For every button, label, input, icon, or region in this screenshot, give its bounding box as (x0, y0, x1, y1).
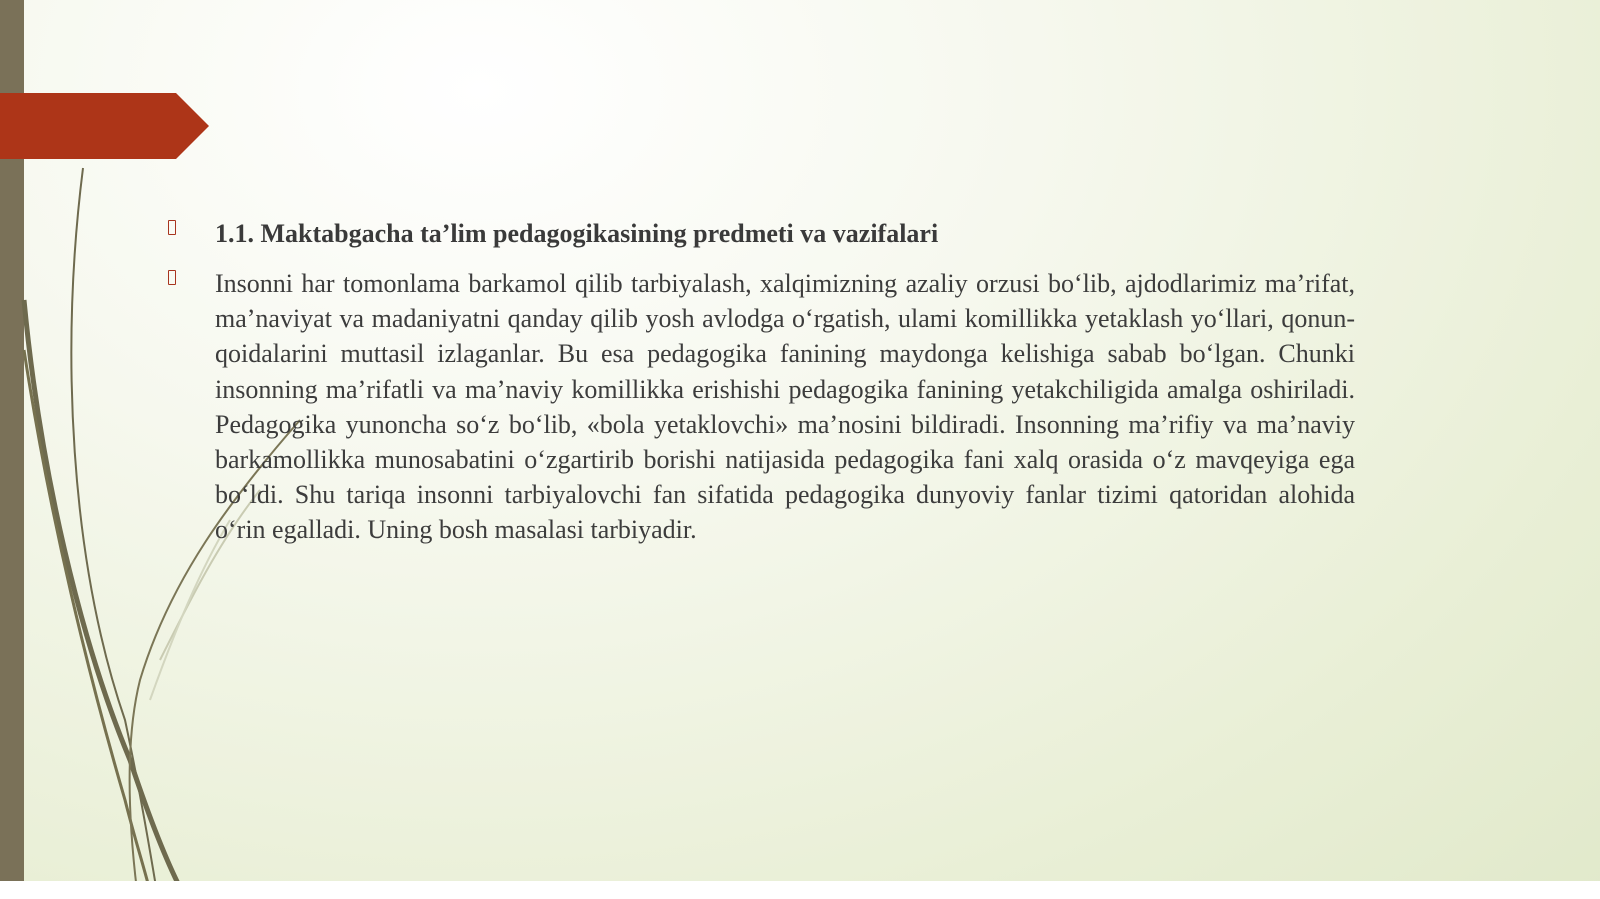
decor-curve-2 (24, 300, 186, 899)
slide-content (168, 216, 1358, 562)
section-heading: 1.1. Maktabgacha ta’lim pedagogikasining predmeti va vazifalari (215, 219, 939, 248)
square-bullet-icon (168, 270, 176, 285)
square-bullet-icon (168, 220, 176, 235)
bottom-edge (0, 881, 1600, 899)
bullet-item-paragraph (168, 266, 1358, 548)
decor-curve-1 (71, 168, 158, 899)
body-paragraph: Insonni har tomonlama barkamol qilib tarbiyalash, xalqimizning azaliy orzusi bo‘lib, ajdodlarimiz ma’rifat, ma’naviyat va madaniyatni qanday qilib yosh avlodga o‘rgatish, ulami komillikka yetaklash yo‘llari, qonun-qoidalarini muttasil izlaganlar. Bu esa pedagogika fanining maydonga kelishiga sabab bo‘lgan. Chunki insonning ma’rifatli va ma’naviy komillikka erishishi pedagogika fanining yetakchiligida amalga oshiriladi. Pedagogika yunoncha so‘z bo‘lib, «bola yetaklovchi» ma’nosini bildiradi. Insonning ma’rifiy va ma’naviy barkamollikka munosabatini o‘zgartirib borishi natijasida pedagogika fani xalq orasida o‘z mavqeyiga ega bo‘ldi. Shu tariqa insonni tarbiyalovchi fan sifatida pedagogika dunyoviy fanlar tizimi qatoridan alohida o‘rin egalladi. Uning bosh masalasi tarbiyadir. (215, 269, 1355, 545)
title-arrow-banner (0, 93, 209, 159)
bullet-item-heading (168, 216, 1358, 252)
